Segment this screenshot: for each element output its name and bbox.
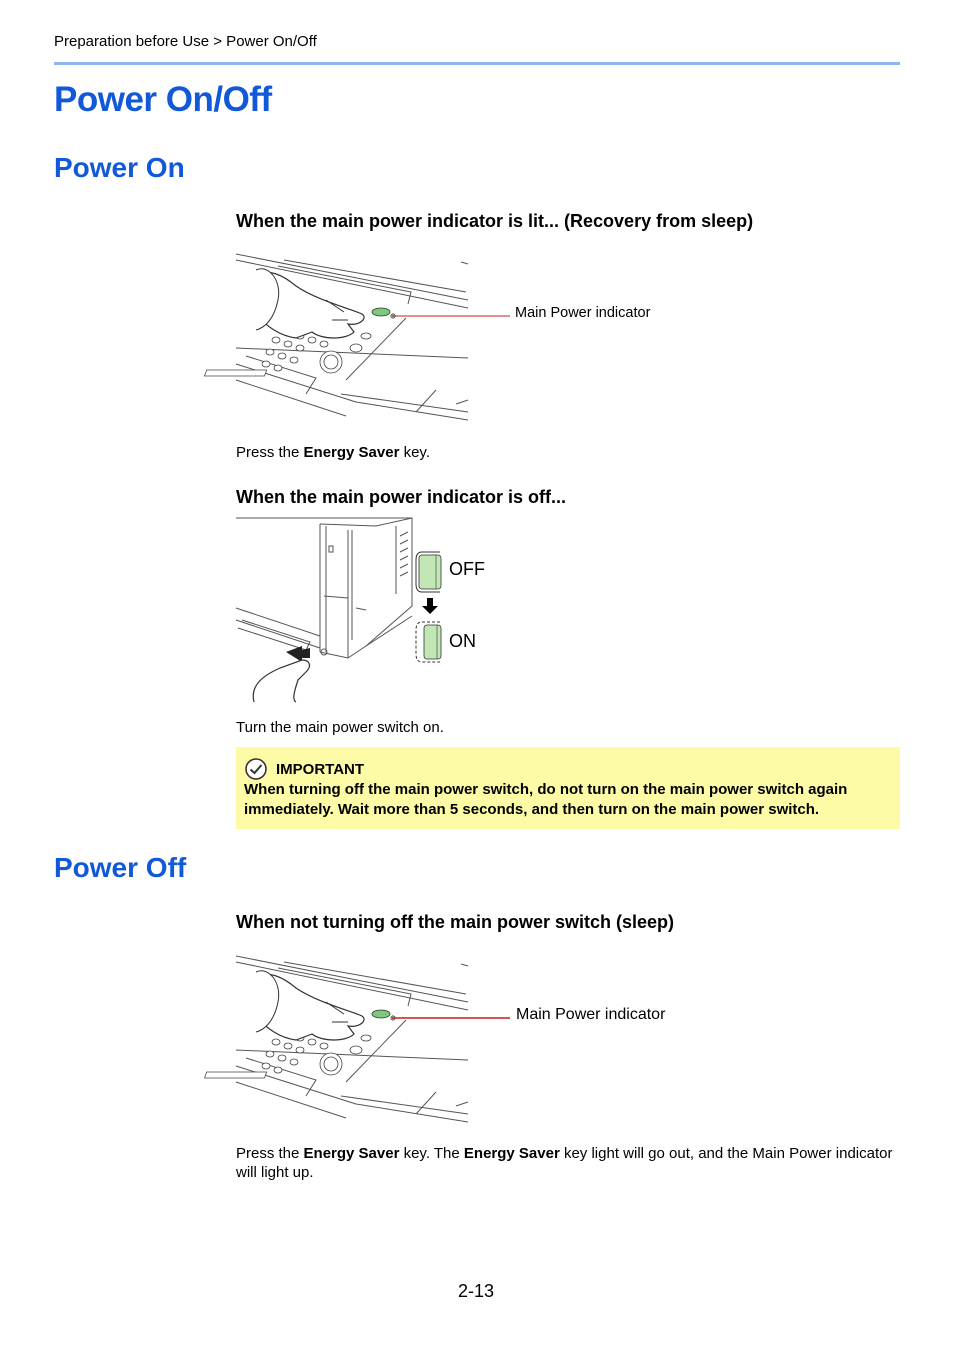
instruction-press-energy-saver-2: Press the Energy Saver key. The Energy Saver key light will go out, and the Main Power indicator will light up. <box>236 1145 893 1181</box>
main-power-indicator-label-1: Main Power indicator <box>515 305 651 321</box>
instruction-turn-switch-on: Turn the main power switch on. <box>236 719 444 736</box>
subheading-recovery-from-sleep: When the main power indicator is lit... (Recovery from sleep) <box>236 211 754 231</box>
main-power-indicator-label-2: Main Power indicator <box>516 1006 666 1023</box>
subheading-sleep: When not turning off the main power switch (sleep) <box>236 912 674 932</box>
important-text: When turning off the main power switch, do not turn on the main power switch again immediately. Wait more than 5 seconds, and then turn on the main power switch. <box>244 781 848 818</box>
power-switch-off-on-diagram <box>414 550 444 670</box>
page-title: Power On/Off <box>54 80 272 119</box>
callout-line-1 <box>392 310 510 324</box>
operation-panel-illustration-1 <box>236 240 468 432</box>
main-power-switch-illustration <box>236 516 414 702</box>
callout-line-2 <box>392 1012 510 1026</box>
switch-on-label: ON <box>449 631 476 651</box>
breadcrumb: Preparation before Use > Power On/Off <box>54 33 317 50</box>
subheading-indicator-off: When the main power indicator is off... <box>236 487 567 507</box>
important-label: IMPORTANT <box>276 761 365 778</box>
header-rule <box>54 62 900 65</box>
switch-off-label: OFF <box>449 559 485 579</box>
page-number: 2-13 <box>458 1281 495 1301</box>
operation-panel-illustration-2 <box>236 942 468 1134</box>
important-notice <box>236 747 900 829</box>
instruction-press-energy-saver-1: Press the Energy Saver key. <box>236 444 430 461</box>
section-heading-power-on: Power On <box>54 152 185 183</box>
important-check-icon <box>244 757 268 781</box>
section-heading-power-off: Power Off <box>54 852 187 883</box>
